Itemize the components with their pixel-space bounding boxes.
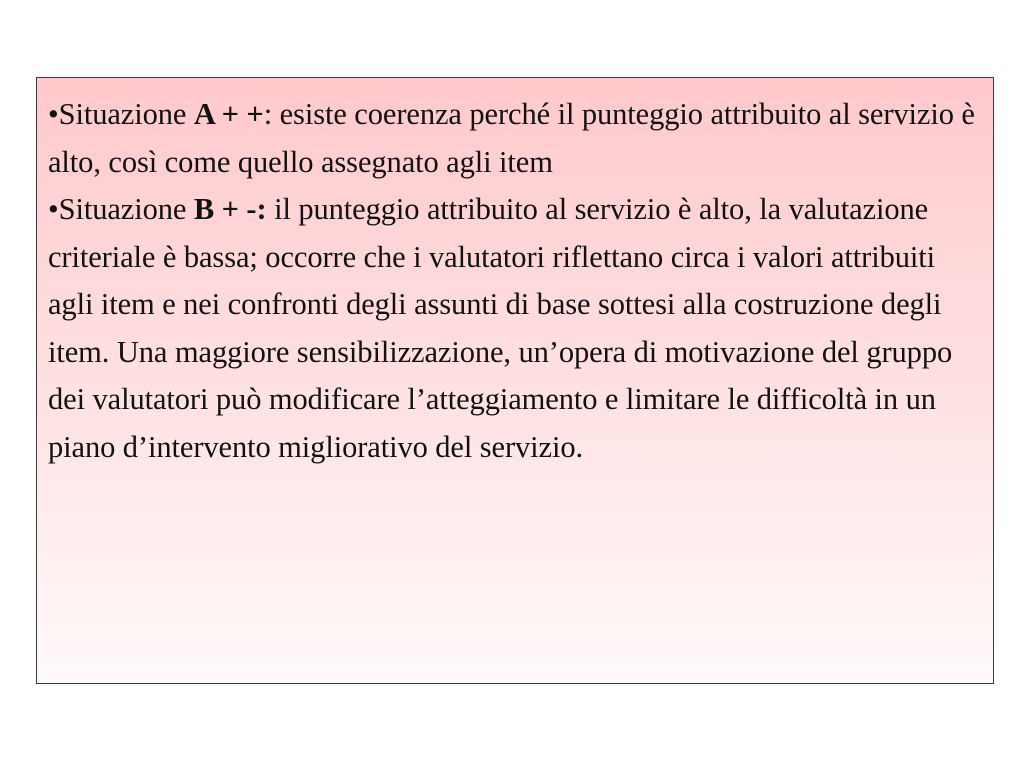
situation-code: B + -: [193, 192, 267, 226]
paragraph-situation-b [48, 186, 983, 471]
body-text [48, 91, 983, 471]
situation-label: Situazione [58, 97, 194, 131]
text-box [36, 77, 994, 684]
paragraph-situation-a [48, 91, 983, 186]
situation-label: Situazione [58, 192, 194, 226]
situation-colon: : [263, 97, 273, 131]
situation-description: il punteggio attribuito al servizio è alto, la valutazione criteriale è bassa; occorre che i valutatori riflettano circa i valori attribuiti agli item e nei confronti degli assunti di base sottesi alla costruzione degli item. Una maggiore sensibilizzazione, un’opera di motivazione del gruppo dei valutatori può modificare l’atteggiamento e limitare le difficoltà in un piano d’intervento migliorativo del servizio. [48, 192, 953, 464]
situation-code: A + + [193, 97, 264, 131]
bullet: • [48, 97, 59, 131]
bullet: • [48, 192, 59, 226]
situation-description: esiste coerenza perché il punteggio attribuito al servizio è alto, così come quello assegnato agli item [48, 97, 975, 179]
